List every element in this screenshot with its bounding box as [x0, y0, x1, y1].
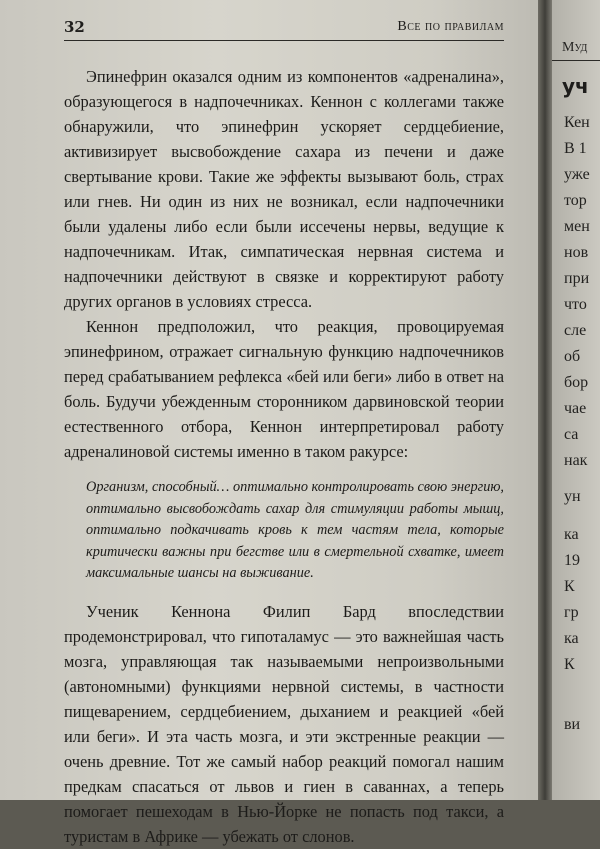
page-header [64, 18, 504, 41]
next-page-title: уч [562, 74, 589, 98]
next-page-line-fragment: бор [564, 374, 589, 391]
next-page-line-fragment: ви [564, 716, 581, 733]
book-page-right-edge [552, 0, 600, 800]
page-number: 32 [64, 18, 85, 36]
running-title: Все по правилам [397, 19, 504, 34]
next-page-line-fragment: нов [564, 244, 589, 261]
next-page-line-fragment: уже [564, 166, 590, 183]
paragraph-2: Кеннон предположил, что реакция, провоцируемая эпинефрином, отражает сигнальную функцию надпочечников перед срабатыванием рефлекса «бей или беги» либо в ответ на боль. Будучи убежденным сторонником дарвиновской теории естественного отбора, Кеннон интерпретировал работу адреналиновой системы именно в таком ракурсе: [64, 317, 504, 461]
next-page-line-fragment: ка [564, 526, 579, 543]
next-page-line-fragment: ка [564, 630, 579, 647]
paragraph-3: Ученик Кеннона Филип Бард впоследствии продемонстрировал, что гипоталамус — это важнейшая часть мозга, управляющая так называемыми непроизвольными (автономными) функциями нервной системы, в частности пищеварением, сердцебиением, дыханием и реакцией «бей или беги». И эта часть мозга, и эти экстренные реакции — очень древние. Тот же самый набор реакций помогал нашим предкам спасаться от львов и гиен в саваннах, а теперь помогает пешеходам в Нью-Йорке не попасть под такси, а туристам в Африке — убежать от слонов. [64, 601, 504, 846]
next-page-line-fragment: нак [564, 452, 588, 469]
next-page-line-fragment: В 1 [564, 140, 587, 157]
next-page-line-fragment: К [564, 656, 575, 673]
next-page-line-fragment: гр [564, 604, 579, 621]
next-page-running-head: Муд [562, 40, 588, 55]
next-page-line-fragment: К [564, 578, 575, 595]
next-page-line-fragment: сле [564, 322, 587, 339]
next-page-line-fragment: мен [564, 218, 590, 235]
next-page-line-fragment: Кен [564, 114, 590, 131]
next-page-header-rule [552, 60, 600, 61]
page-body [64, 64, 504, 849]
paragraph-1: Эпинефрин оказался одним из компонентов «адреналина», образующегося в надпочечниках. Кеннон с коллегами также обнаружили, что эпинефрин ускоряет сердцебиение, активизирует высвобождение сахара из печени и даже свертывание крови. Такие же эффекты вызывают боль, страх или гнев. Ни один из них не возникал, если надпочечники были удалены либо если были иссечены нервы, ведущие к надпочечникам. Итак, симпатическая нервная система и надпочечники действуют в связке и корректируют работу других органов в условиях стресса. [64, 67, 504, 311]
next-page-line-fragment: тор [564, 192, 587, 209]
next-page-line-fragment: ун [564, 488, 581, 505]
next-page-line-fragment: об [564, 348, 581, 365]
next-page-line-fragment: при [564, 270, 590, 287]
next-page-line-fragment: 19 [564, 552, 580, 569]
next-page-line-fragment: чае [564, 400, 587, 417]
block-quote: Организм, способный… оптимально контролировать свою энергию, оптимально высвобождать сахар для стимуляции работы мышц, оптимально подкачивать кровь к тем частям тела, которые критически важны при бегстве или в смертельной схватке, имеет максимальные шансы на выживание. [86, 479, 504, 581]
next-page-line-fragment: что [564, 296, 587, 313]
book-gutter [538, 0, 552, 800]
next-page-line-fragment: са [564, 426, 579, 443]
